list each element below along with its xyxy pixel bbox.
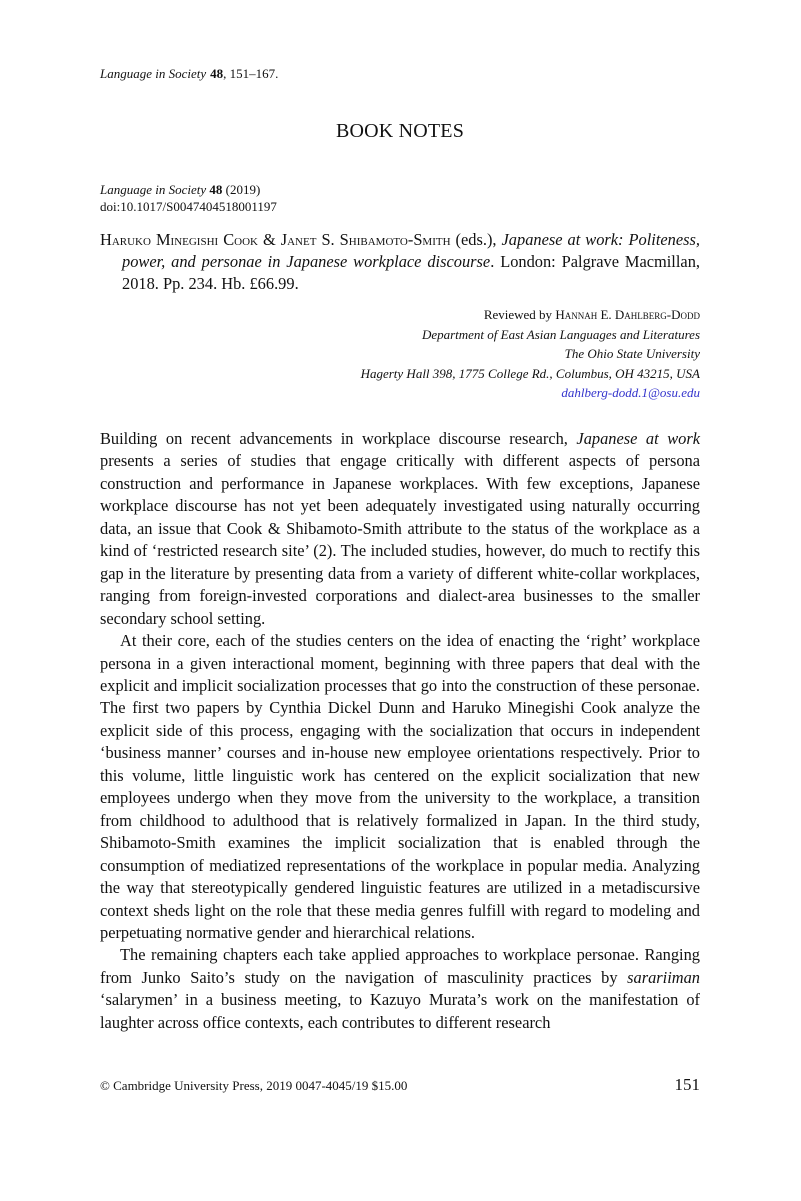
paragraph-3-term: sarariiman <box>627 967 700 987</box>
book-entry <box>100 229 700 295</box>
review-body <box>100 428 700 1034</box>
editor-ampersand: & <box>257 230 281 249</box>
section-title: BOOK NOTES <box>335 120 465 142</box>
reviewer-block <box>100 305 700 403</box>
citation-meta <box>100 181 277 215</box>
reviewer-department: Department of East Asian Languages and Literatures <box>421 326 700 342</box>
paragraph-3 <box>100 944 700 1034</box>
reviewer-name: Hannah E. Dahlberg-Dodd <box>555 307 700 322</box>
paragraph-1-book-title: Japanese at work <box>576 429 700 448</box>
eds-label: (eds.), <box>450 230 502 249</box>
reviewer-email-link[interactable]: dahlberg-dodd.1@osu.edu <box>561 385 700 401</box>
citation-volume: 48 <box>209 182 223 197</box>
citation-journal: Language in Society <box>100 182 207 197</box>
running-head-volume: 48 <box>210 66 224 81</box>
publication-info: . London: Palgrave Macmillan, 2018. Pp. 234. Hb. £66.99. <box>122 252 700 293</box>
paragraph-3-text-b: ‘salarymen’ in a business meeting, to Kazuyo Murata’s work on the manifestation of laughter across office contexts, each contributes to different research <box>100 990 700 1032</box>
reviewer-line <box>100 305 700 325</box>
running-head-journal: Language in Society <box>100 66 207 81</box>
paragraph-1-text-a: Building on recent advancements in workplace discourse research, <box>100 429 577 448</box>
citation-year: (2019) <box>225 182 261 197</box>
paragraph-1 <box>100 428 700 630</box>
citation-journal-line <box>100 181 277 198</box>
citation-doi: doi:10.1017/S0047404518001197 <box>100 199 277 214</box>
reviewer-address: Hagerty Hall 398, 1775 College Rd., Columbus, OH 43215, USA <box>360 365 700 381</box>
running-head-pages: , 151–167. <box>223 66 279 81</box>
paragraph-2: At their core, each of the studies centers on the idea of enacting the ‘right’ workplace persona in a given interactional moment, beginning with three papers that deal with the explicit and implicit socialization processes that go into the construction of these personae. The first two papers by Cynthia Dickel Dunn and Haruko Minegishi Cook analyze the explicit side of this process, engaging with the socialization that occurs in independent ‘business manner’ courses and in-house new employee orientations respectively. Prior to this volume, little linguistic work has centered on the explicit socialization that new employees undergo when they move from the university to the workplace, a transition from childhood to adulthood that is relatively formalized in Japan. In the third study, Shibamoto-Smith examines the implicit socialization that is enabled through the consumption of mediatized representations of the workplace in popular media. Analyzing the way that stereotypically gendered linguistic features are utilized in a metadiscursive context sheds light on the role that these media genres fulfill with regard to modeling and perpetuating normative gender and hierarchical relations. <box>100 631 700 942</box>
copyright-notice: © Cambridge University Press, 2019 0047-4045/19 $15.00 <box>100 1078 408 1093</box>
paragraph-3-text-a: The remaining chapters each take applied approaches to workplace personae. Ranging from Junko Saito’s study on the navigation of masculinity practices by <box>100 945 700 987</box>
editor-1: Haruko Minegishi Cook <box>100 230 258 249</box>
reviewer-prefix: Reviewed by <box>483 307 556 322</box>
reviewer-university: The Ohio State University <box>564 346 700 362</box>
paragraph-1-text-b: presents a series of studies that engage critically with different aspects of persona construction and performance in Japanese workplaces. With few exceptions, Japanese workplace discourse has not yet been adequately investigated using naturally occurring data, an issue that Cook & Shibamoto-Smith attribute to the status of the workplace as a kind of ‘restricted research site’ (2). The included studies, however, do much to rectify this gap in the literature by presenting data from a variety of different white-collar workplaces, ranging from foreign-invested corporations and dialect-area businesses to the smaller secondary school setting. <box>100 451 700 628</box>
page-number: 151 <box>674 1075 700 1094</box>
book-title: Japanese at work: Politeness, power, and personae in Japanese workplace discourse <box>122 230 700 271</box>
editor-2: Janet S. Shibamoto-Smith <box>280 230 451 249</box>
running-head <box>100 66 278 82</box>
